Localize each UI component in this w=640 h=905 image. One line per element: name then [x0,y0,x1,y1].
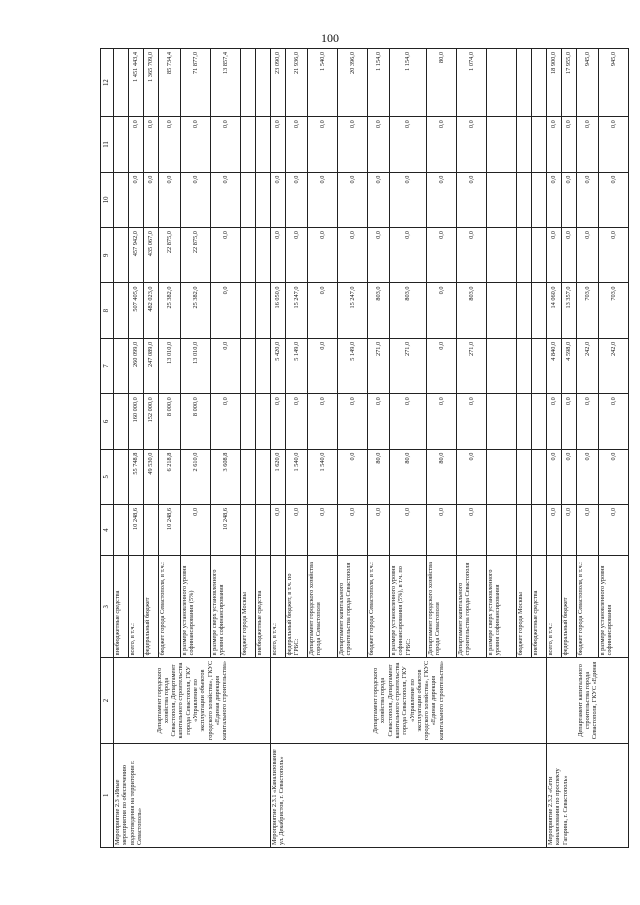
amount-cell [114,117,129,172]
funding-source-cell: бюджет города Севастополя, в т.ч.: [159,556,181,658]
amount-cell: 0,0 [286,228,308,283]
funding-source-cell: внебюджетные средства [114,556,129,658]
amount-cell [114,394,129,449]
amount-cell: 0,0 [562,394,577,449]
amount-cell [487,394,517,449]
amount-cell: 1 540,0 [308,449,338,504]
column-header: 8 [101,283,114,338]
funding-source-cell: в размере установленного уровня софинансирования (5%) [181,556,211,658]
funding-source-cell: внебюджетные средства [256,556,271,658]
amount-cell: 0,0 [390,394,427,449]
amount-cell: 0,0 [599,117,629,172]
amount-cell: 482 023,0 [144,283,159,338]
amount-cell: 0,0 [286,172,308,227]
amount-cell: 0,0 [457,394,487,449]
amount-cell: 0,0 [129,117,144,172]
amount-cell [256,117,271,172]
column-header: 4 [101,505,114,556]
amount-cell: 0,0 [390,228,427,283]
amount-cell: 71 877,0 [181,49,211,117]
amount-cell: 0,0 [577,117,599,172]
amount-cell: 13 010,0 [159,338,181,393]
amount-cell: 0,0 [338,117,368,172]
amount-cell [241,283,256,338]
funding-source-cell: бюджет города Москвы [517,556,532,658]
amount-cell: 0,0 [211,117,241,172]
funding-source-cell: Департамент капитального строительства города Севастополя [457,556,487,658]
amount-cell: 0,0 [427,283,457,338]
amount-cell: 4 598,0 [562,338,577,393]
amount-cell [144,505,159,556]
amount-cell: 0,0 [390,117,427,172]
amount-cell: 271,0 [368,338,390,393]
amount-cell: 10 248,6 [159,505,181,556]
amount-cell: 0,0 [368,228,390,283]
amount-cell: 15 247,0 [286,283,308,338]
amount-cell [517,172,532,227]
column-header: 2 [101,658,114,743]
amount-cell: 0,0 [427,505,457,556]
amount-cell: 1 540,0 [286,449,308,504]
budget-table [100,48,629,848]
measure-name-cell: Мероприятие 2.3.1 «Канализование ул. Декабристов, г. Севастополь» [271,743,547,847]
amount-cell [532,449,547,504]
amount-cell [517,283,532,338]
amount-cell: 20 396,0 [338,49,368,117]
amount-cell: 0,0 [211,228,241,283]
amount-cell: 0,0 [562,172,577,227]
amount-cell [256,172,271,227]
amount-cell: 247 089,0 [144,338,159,393]
amount-cell [241,505,256,556]
funding-source-cell: Департамент городского хозяйства города Севастополя [308,556,338,658]
amount-cell [114,505,129,556]
amount-cell [487,449,517,504]
amount-cell: 0,0 [181,172,211,227]
funding-source-cell: федеральный бюджет [144,556,159,658]
amount-cell: 0,0 [286,505,308,556]
amount-cell [487,228,517,283]
table-row [114,49,129,848]
amount-cell: 0,0 [547,117,562,172]
amount-cell: 23 090,0 [271,49,286,117]
amount-cell: 271,0 [390,338,427,393]
amount-cell: 8 000,0 [181,394,211,449]
table-body [101,49,629,848]
amount-cell [241,228,256,283]
amount-cell: 0,0 [144,172,159,227]
amount-cell: 0,0 [308,228,338,283]
amount-cell [487,117,517,172]
amount-cell [487,283,517,338]
amount-cell: 13 357,0 [562,283,577,338]
amount-cell [487,172,517,227]
funding-source-cell: бюджет города Севастополя, в т.ч.: [368,556,390,658]
amount-cell: 0,0 [211,394,241,449]
amount-cell: 242,0 [577,338,599,393]
amount-cell: 0,0 [211,338,241,393]
amount-cell [241,172,256,227]
column-header: 9 [101,228,114,283]
amount-cell [241,49,256,117]
amount-cell: 803,0 [457,283,487,338]
amount-cell: 945,0 [599,49,629,117]
funding-source-cell: всего, в т.ч.: [271,556,286,658]
amount-cell: 0,0 [457,449,487,504]
amount-cell: 25 382,0 [159,283,181,338]
amount-cell: 0,0 [308,172,338,227]
amount-cell: 80,0 [368,449,390,504]
amount-cell: 803,0 [368,283,390,338]
column-header: 12 [101,49,114,117]
header-row [101,49,114,848]
amount-cell: 0,0 [562,505,577,556]
funding-source-cell: Департамент капитального строительства города Севастополя [338,556,368,658]
amount-cell: 0,0 [577,394,599,449]
amount-cell: 0,0 [427,338,457,393]
amount-cell [256,49,271,117]
amount-cell: 803,0 [390,283,427,338]
amount-cell: 5 149,0 [286,338,308,393]
column-header: 10 [101,172,114,227]
amount-cell: 0,0 [181,505,211,556]
amount-cell: 0,0 [338,449,368,504]
amount-cell [256,338,271,393]
amount-cell: 0,0 [308,505,338,556]
amount-cell [256,449,271,504]
column-header: 6 [101,394,114,449]
amount-cell: 0,0 [427,394,457,449]
amount-cell: 0,0 [368,117,390,172]
amount-cell: 0,0 [368,394,390,449]
amount-cell [532,117,547,172]
amount-cell: 0,0 [159,172,181,227]
amount-cell: 5 420,0 [271,338,286,393]
amount-cell [532,338,547,393]
table-row [547,49,562,848]
amount-cell [114,338,129,393]
column-header: 11 [101,117,114,172]
amount-cell [487,505,517,556]
amount-cell: 0,0 [599,394,629,449]
funding-source-cell: бюджет города Москвы [241,556,256,658]
amount-cell: 22 875,0 [181,228,211,283]
column-header: 5 [101,449,114,504]
amount-cell: 80,0 [427,449,457,504]
amount-cell: 0,0 [286,394,308,449]
amount-cell [517,338,532,393]
amount-cell: 0,0 [562,449,577,504]
amount-cell: 0,0 [159,117,181,172]
amount-cell [256,505,271,556]
amount-cell: 271,0 [457,338,487,393]
amount-cell: 0,0 [271,172,286,227]
amount-cell: 0,0 [599,172,629,227]
amount-cell: 18 900,0 [547,49,562,117]
measure-name-cell: Мероприятие 2.3 «Иные мероприятия по обеспечению водоотведения на территории г. Севастополь» [114,743,271,847]
amount-cell: 0,0 [368,172,390,227]
amount-cell: 6 218,8 [159,449,181,504]
amount-cell [487,49,517,117]
amount-cell [241,338,256,393]
funding-source-cell: всего, в т.ч.: [129,556,144,658]
amount-cell: 49 530,0 [144,449,159,504]
amount-cell: 17 955,0 [562,49,577,117]
amount-cell [532,283,547,338]
amount-cell: 5 149,0 [338,338,368,393]
amount-cell: 152 000,0 [144,394,159,449]
amount-cell: 0,0 [577,505,599,556]
amount-cell: 0,0 [599,228,629,283]
amount-cell: 0,0 [427,228,457,283]
amount-cell: 13 857,4 [211,49,241,117]
amount-cell: 3 608,8 [211,449,241,504]
amount-cell [517,49,532,117]
amount-cell: 0,0 [577,228,599,283]
amount-cell: 1 620,0 [271,449,286,504]
amount-cell: 0,0 [308,283,338,338]
amount-cell: 1 365 709,0 [144,49,159,117]
amount-cell: 945,0 [577,49,599,117]
amount-cell [517,449,532,504]
amount-cell: 15 247,0 [338,283,368,338]
amount-cell: 0,0 [129,172,144,227]
amount-cell [241,117,256,172]
amount-cell: 14 060,0 [547,283,562,338]
amount-cell [532,394,547,449]
amount-cell: 0,0 [211,172,241,227]
amount-cell: 13 010,0 [181,338,211,393]
amount-cell [114,283,129,338]
funding-source-cell: в размере установленного уровня софинансирования (5%), в т.ч. по ГРБС: [390,556,427,658]
amount-cell [241,394,256,449]
amount-cell: 0,0 [547,394,562,449]
amount-cell [532,172,547,227]
amount-cell: 0,0 [427,172,457,227]
amount-cell [487,338,517,393]
funding-source-cell: внебюджетные средства [532,556,547,658]
amount-cell: 80,0 [390,449,427,504]
amount-cell: 0,0 [577,172,599,227]
funding-source-cell: всего, в т.ч.: [547,556,562,658]
amount-cell: 85 734,4 [159,49,181,117]
amount-cell: 0,0 [211,283,241,338]
rotated-table-container [100,48,617,848]
amount-cell: 507 405,0 [129,283,144,338]
amount-cell: 55 748,8 [129,449,144,504]
amount-cell: 242,0 [599,338,629,393]
amount-cell [114,172,129,227]
amount-cell [517,394,532,449]
amount-cell: 10 248,6 [129,505,144,556]
amount-cell: 10 248,6 [211,505,241,556]
amount-cell: 0,0 [271,117,286,172]
amount-cell [532,49,547,117]
column-header: 1 [101,743,114,847]
amount-cell: 0,0 [547,449,562,504]
amount-cell: 160 000,0 [129,394,144,449]
amount-cell: 0,0 [547,228,562,283]
amount-cell: 0,0 [338,505,368,556]
amount-cell [256,228,271,283]
measure-name-cell: Мероприятие 2.3.2 «Сети канализования по проспекту Гагарина, г. Севастополь» [547,743,629,847]
amount-cell: 25 382,0 [181,283,211,338]
amount-cell: 457 942,0 [129,228,144,283]
funding-source-cell: Департамент городского хозяйства города Севастополя [427,556,457,658]
amount-cell: 435 067,0 [144,228,159,283]
amount-cell: 0,0 [144,117,159,172]
amount-cell: 260 099,0 [129,338,144,393]
amount-cell: 1 451 443,4 [129,49,144,117]
amount-cell: 0,0 [308,338,338,393]
amount-cell: 8 000,0 [159,394,181,449]
funding-source-cell: в размере сверх установленного уровня софинансирования [211,556,241,658]
amount-cell [532,228,547,283]
amount-cell: 0,0 [599,505,629,556]
amount-cell: 0,0 [427,117,457,172]
amount-cell: 0,0 [457,505,487,556]
amount-cell: 0,0 [562,117,577,172]
amount-cell: 0,0 [286,117,308,172]
amount-cell: 21 936,0 [286,49,308,117]
funding-source-cell: в размере сверх установленного уровня софинансирования [487,556,517,658]
amount-cell: 0,0 [271,394,286,449]
amount-cell: 0,0 [368,505,390,556]
amount-cell: 1 154,0 [390,49,427,117]
amount-cell: 80,0 [427,49,457,117]
funding-source-cell: федеральный бюджет, в т.ч. по ГРБС: [286,556,308,658]
amount-cell [517,228,532,283]
funding-source-cell: бюджет города Севастополя, в т.ч.: [577,556,599,658]
amount-cell [256,394,271,449]
amount-cell: 703,0 [577,283,599,338]
amount-cell: 0,0 [338,394,368,449]
amount-cell: 0,0 [390,505,427,556]
amount-cell: 0,0 [457,172,487,227]
amount-cell: 0,0 [308,117,338,172]
amount-cell: 0,0 [181,117,211,172]
table-row [271,49,286,848]
amount-cell: 1 540,0 [308,49,338,117]
amount-cell: 0,0 [338,228,368,283]
amount-cell: 703,0 [599,283,629,338]
amount-cell: 22 875,0 [159,228,181,283]
amount-cell: 4 840,0 [547,338,562,393]
amount-cell: 0,0 [547,172,562,227]
funding-source-cell: федеральный бюджет [562,556,577,658]
amount-cell [517,117,532,172]
amount-cell: 0,0 [547,505,562,556]
amount-cell: 0,0 [457,117,487,172]
amount-cell: 0,0 [577,449,599,504]
executor-cell: Департамент городского хозяйства города Севастополя, Департамент капитального строительства города Севастополя, ГКУ «Управление по эксплуатации объектов городского хозяйства», ГКУС «Единая дирекция капитального строительства» [271,658,547,743]
amount-cell: 0,0 [599,449,629,504]
column-header: 7 [101,338,114,393]
amount-cell: 0,0 [308,394,338,449]
amount-cell: 0,0 [457,228,487,283]
column-header: 3 [101,556,114,658]
amount-cell [532,505,547,556]
amount-cell [114,228,129,283]
amount-cell [114,49,129,117]
amount-cell: 16 050,0 [271,283,286,338]
amount-cell: 0,0 [338,172,368,227]
amount-cell: 0,0 [390,172,427,227]
amount-cell [517,505,532,556]
amount-cell [114,449,129,504]
amount-cell [256,283,271,338]
amount-cell: 0,0 [271,228,286,283]
funding-source-cell: в размере установленного уровня софинансирования [599,556,629,658]
page-number: 100 [321,31,339,45]
amount-cell: 1 074,0 [457,49,487,117]
executor-cell: Департамент городского хозяйства города Севастополя, Департамент капитального строительства города Севастополя, ГКУ «Управление по эксплуатации объектов городского хозяйства», ГКУС «Единая дирекция капитального строительства» [114,658,271,743]
executor-cell: Департамент капитального строительства города Севастополя, ГКУС «Единая [547,658,629,743]
amount-cell [241,449,256,504]
amount-cell: 0,0 [562,228,577,283]
amount-cell: 1 154,0 [368,49,390,117]
amount-cell: 0,0 [271,505,286,556]
amount-cell: 2 610,0 [181,449,211,504]
